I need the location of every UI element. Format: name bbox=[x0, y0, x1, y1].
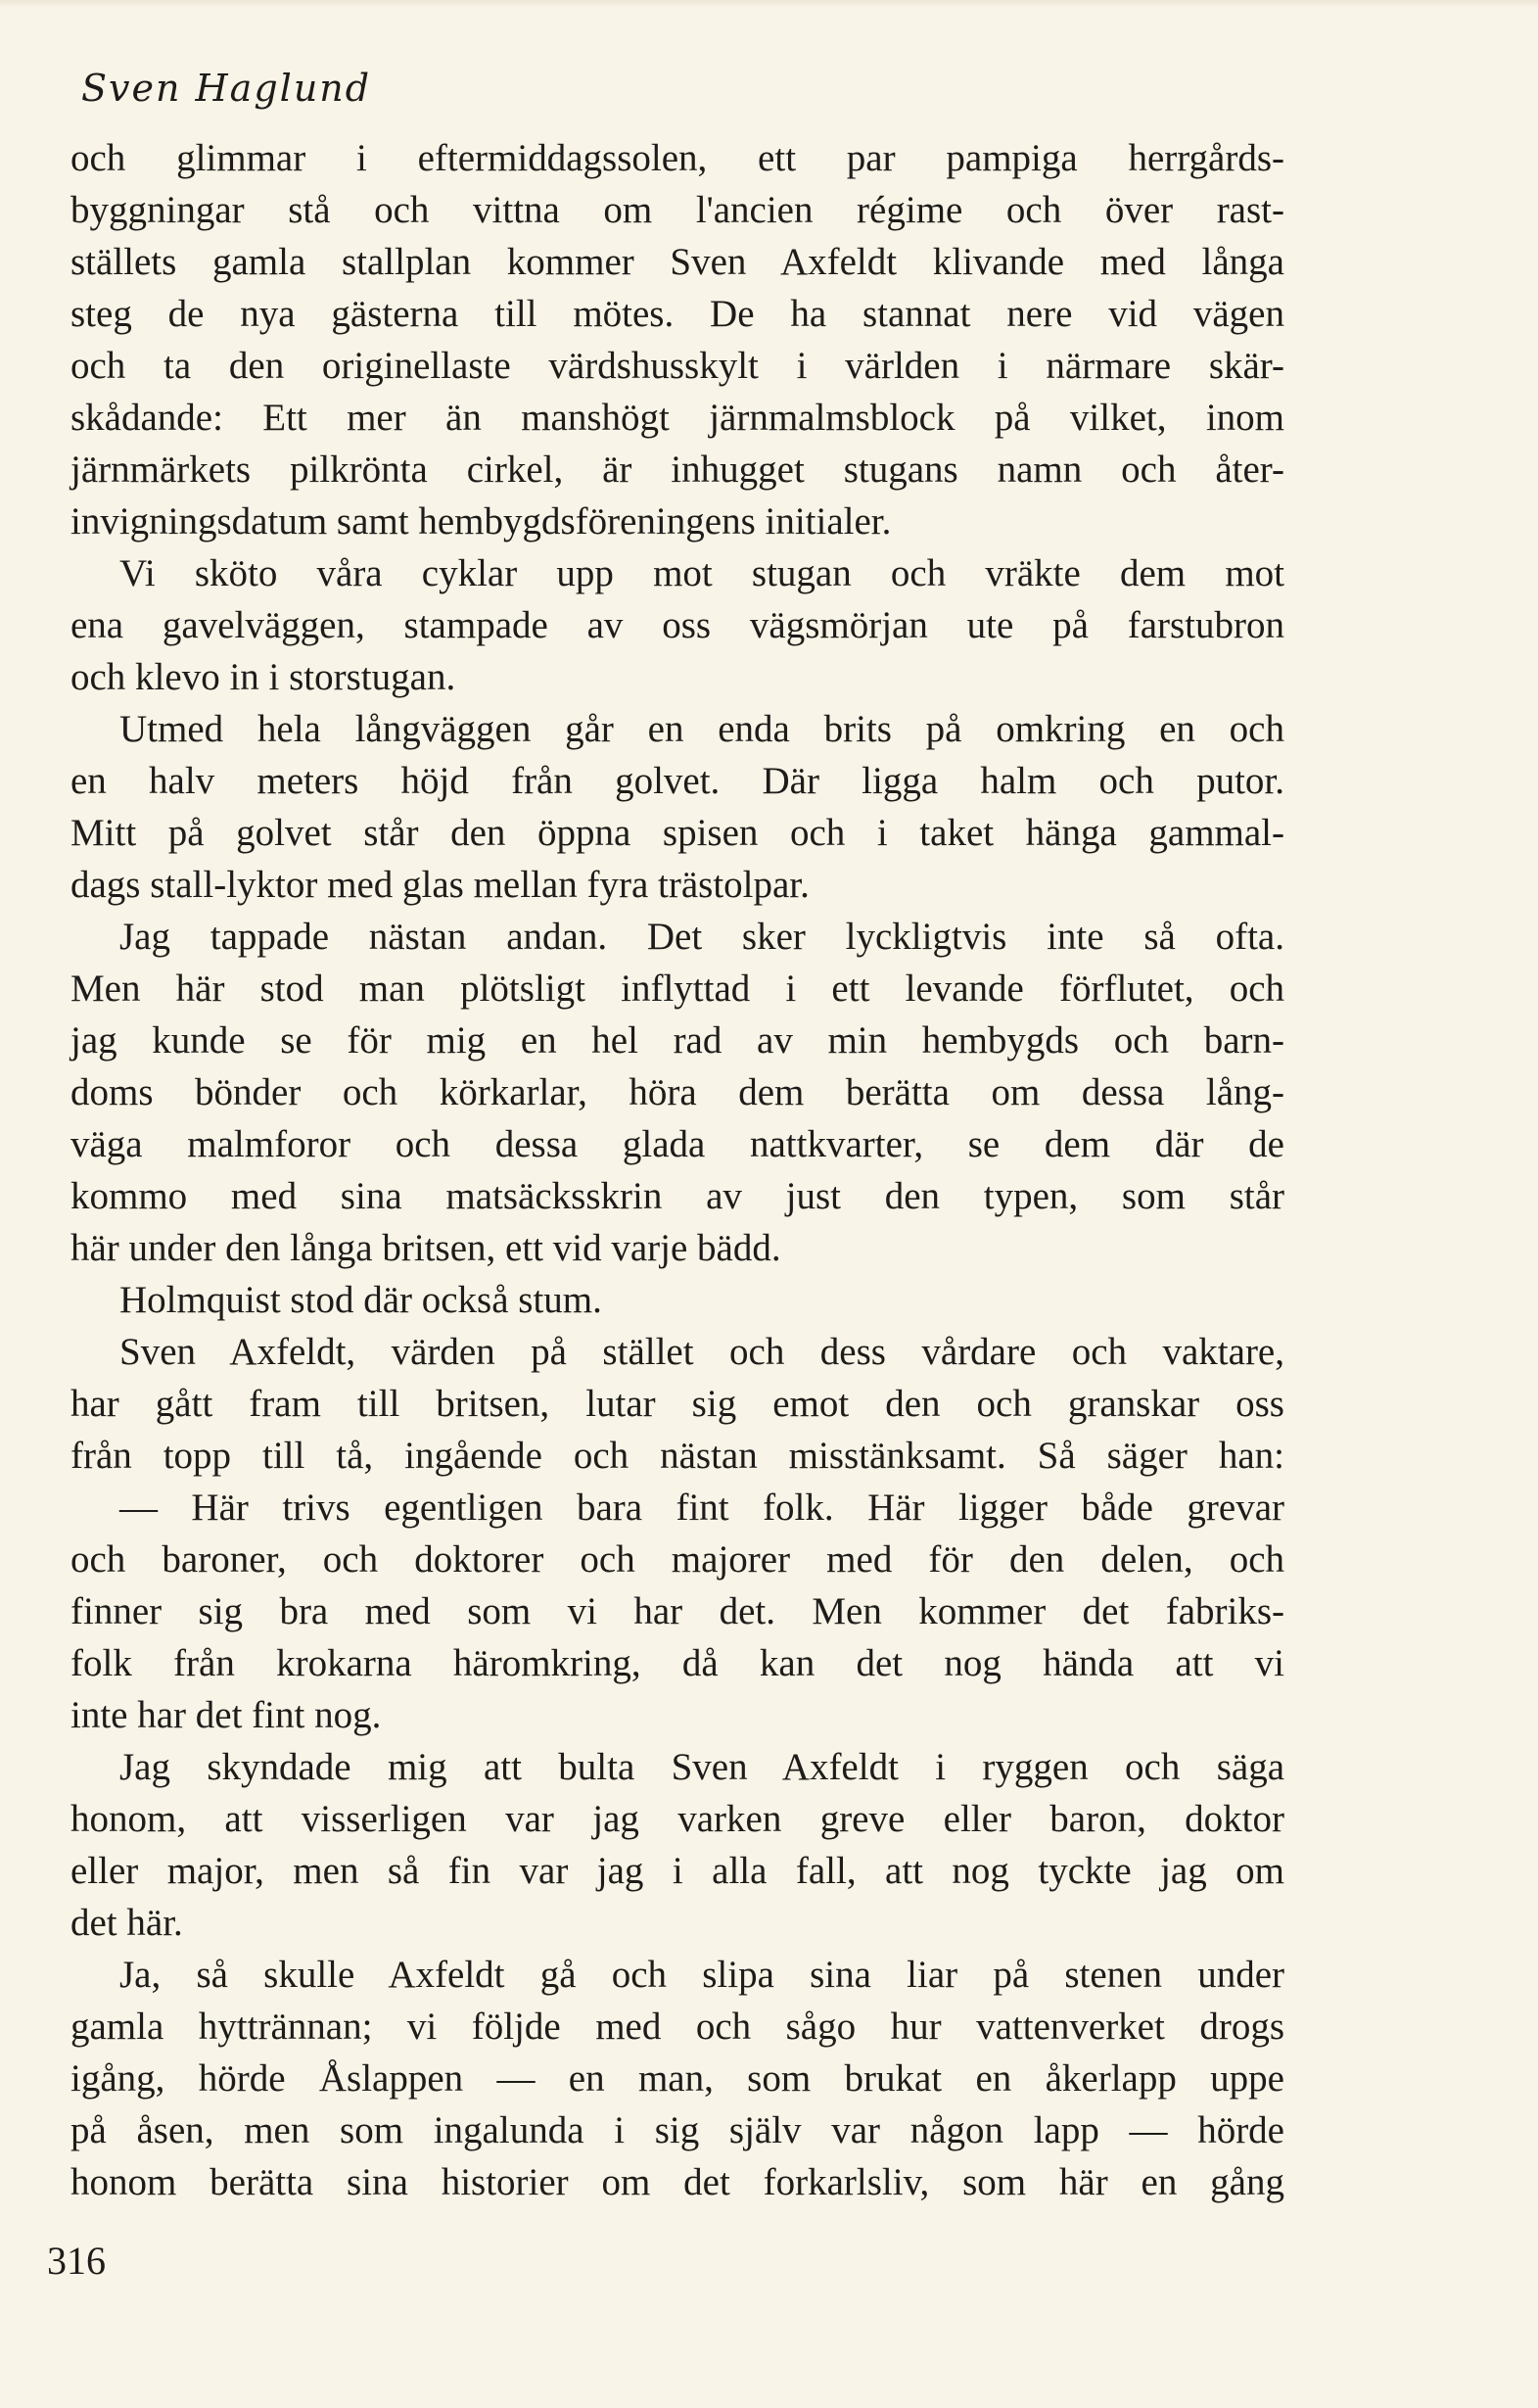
text-line: Sven Axfeldt, värden på stället och dess vårdare och vaktare, bbox=[119, 1331, 1284, 1373]
text-line: doms bönder och körkarlar, höra dem berätta om dessa lång- bbox=[70, 1071, 1284, 1113]
text-line: ena gavelväggen, stampade av oss vägsmörjan ute på farstubron bbox=[70, 604, 1284, 646]
text-line: skådande: Ett mer än manshögt järnmalmsblock på vilket, inom bbox=[70, 397, 1284, 439]
text-line: Men här stod man plötsligt inflyttad i ett levande förflutet, och bbox=[70, 968, 1284, 1010]
text-line: folk från krokarna häromkring, då kan det nog hända att vi bbox=[70, 1642, 1284, 1684]
text-line: igång, hörde Åslappen — en man, som brukat en åkerlapp uppe bbox=[70, 2057, 1284, 2100]
text-line: Holmquist stod där också stum. bbox=[119, 1279, 602, 1321]
text-line: och glimmar i eftermiddagssolen, ett par pampiga herrgårds- bbox=[70, 137, 1284, 179]
text-line: har gått fram till britsen, lutar sig emot den och granskar oss bbox=[70, 1383, 1284, 1425]
page-number: 316 bbox=[47, 2239, 106, 2283]
text-line: invigningsdatum samt hembygdsföreningens initialer. bbox=[70, 500, 892, 543]
text-line: järnmärkets pilkrönta cirkel, är inhugget stugans namn och åter- bbox=[70, 449, 1284, 491]
text-line: från topp till tå, ingående och nästan misstänksamt. Så säger han: bbox=[70, 1435, 1284, 1477]
text-line: Jag skyndade mig att bulta Sven Axfeldt i ryggen och säga bbox=[119, 1746, 1284, 1788]
running-head: Sven Haglund bbox=[81, 67, 372, 110]
page-edge bbox=[0, 0, 1538, 8]
text-line: Utmed hela långväggen går en enda brits på omkring en och bbox=[119, 708, 1284, 750]
text-line: här under den långa britsen, ett vid varje bädd. bbox=[70, 1227, 781, 1269]
text-line: det här. bbox=[70, 1902, 183, 1944]
text-line: inte har det fint nog. bbox=[70, 1694, 382, 1736]
body-text bbox=[70, 132, 1284, 2208]
text-line: byggningar stå och vittna om l'ancien régime och över rast- bbox=[70, 189, 1284, 231]
text-line: gamla hyttrännan; vi följde med och sågo hur vattenverket drogs bbox=[70, 2006, 1284, 2048]
text-line: eller major, men så fin var jag i alla fall, att nog tyckte jag om bbox=[70, 1850, 1284, 1892]
text-line: finner sig bra med som vi har det. Men kommer det fabriks- bbox=[70, 1590, 1284, 1632]
text-line: och ta den originellaste värdshusskylt i världen i närmare skär- bbox=[70, 345, 1284, 387]
text-line: dags stall-lyktor med glas mellan fyra trästolpar. bbox=[70, 864, 810, 906]
text-line: och klevo in i storstugan. bbox=[70, 656, 456, 698]
text-line: jag kunde se för mig en hel rad av min hembygds och barn- bbox=[70, 1019, 1284, 1062]
text-line: väga malmforor och dessa glada nattkvarter, se dem där de bbox=[70, 1123, 1284, 1165]
text-line: Jag tappade nästan andan. Det sker lyckligtvis inte så ofta. bbox=[119, 916, 1284, 958]
text-line: honom, att visserligen var jag varken greve eller baron, doktor bbox=[70, 1798, 1284, 1840]
text-line: steg de nya gästerna till mötes. De ha stannat nere vid vägen bbox=[70, 293, 1284, 335]
text-line: på åsen, men som ingalunda i sig själv var någon lapp — hörde bbox=[70, 2109, 1284, 2151]
text-line: kommo med sina matsäcksskrin av just den typen, som står bbox=[70, 1175, 1284, 1217]
text-line: och baroner, och doktorer och majorer med för den delen, och bbox=[70, 1538, 1284, 1581]
text-line: Mitt på golvet står den öppna spisen och i taket hänga gammal- bbox=[70, 812, 1284, 854]
text-line: ställets gamla stallplan kommer Sven Axfeldt klivande med långa bbox=[70, 241, 1284, 283]
text-line: Ja, så skulle Axfeldt gå och slipa sina liar på stenen under bbox=[119, 1954, 1284, 1996]
text-line: en halv meters höjd från golvet. Där ligga halm och putor. bbox=[70, 760, 1284, 802]
text-line: Vi sköto våra cyklar upp mot stugan och vräkte dem mot bbox=[119, 552, 1284, 594]
text-line: honom berätta sina historier om det forkarlsliv, som här en gång bbox=[70, 2161, 1284, 2203]
text-line: — Här trivs egentligen bara fint folk. Här ligger både grevar bbox=[119, 1487, 1284, 1529]
